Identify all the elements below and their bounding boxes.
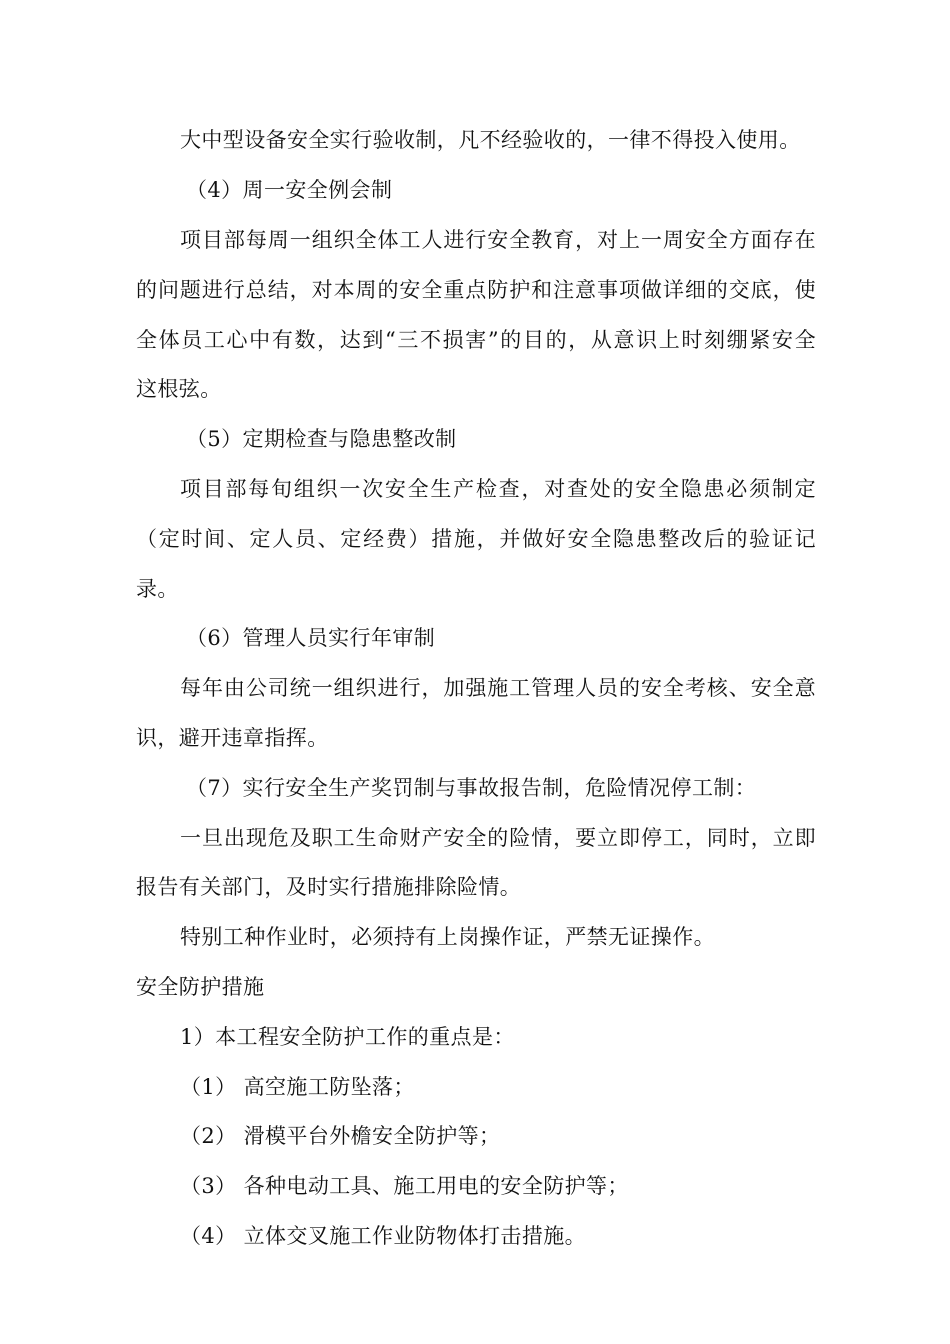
paragraph-line: （定时间、定人员、定经费）措施，并做好安全隐患整改后的验证记 (136, 527, 816, 551)
paragraph-line: 报告有关部门，及时实行措施排除险情。 (136, 875, 522, 899)
list-item: （2） 滑模平台外檐安全防护等； (180, 1124, 501, 1148)
paragraph-line: 大中型设备安全实行验收制，凡不经验收的，一律不得投入使用。 (180, 128, 801, 152)
section-title: 安全防护措施 (136, 975, 265, 999)
paragraph-line: 全体员工心中有数，达到“三不损害”的目的，从意识上时刻绷紧安全 (136, 328, 816, 352)
list-item: （3） 各种电动工具、施工用电的安全防护等； (180, 1174, 629, 1198)
paragraph-line: 识，避开违章指挥。 (136, 726, 329, 750)
paragraph-line: 录。 (136, 577, 179, 601)
list-intro: 1）本工程安全防护工作的重点是： (180, 1025, 515, 1049)
paragraph-line: 特别工种作业时，必须持有上岗操作证，严禁无证操作。 (180, 925, 715, 949)
paragraph-line: 每年由公司统一组织进行，加强施工管理人员的安全考核、安全意 (180, 676, 816, 700)
list-item: （4） 立体交叉施工作业防物体打击措施。 (180, 1224, 587, 1248)
section-heading: （4）周一安全例会制 (186, 178, 393, 202)
section-heading: （5）定期检查与隐患整改制 (186, 427, 457, 451)
paragraph-line: 项目部每旬组织一次安全生产检查，对查处的安全隐患必须制定 (180, 477, 816, 501)
paragraph-line: 这根弦。 (136, 377, 222, 401)
section-heading: （6）管理人员实行年审制 (186, 626, 436, 650)
paragraph-line: 项目部每周一组织全体工人进行安全教育，对上一周安全方面存在 (180, 228, 816, 252)
paragraph-line: 的问题进行总结，对本周的安全重点防护和注意事项做详细的交底，使 (136, 278, 816, 302)
paragraph-line: 一旦出现危及职工生命财产安全的险情，要立即停工，同时，立即 (180, 826, 816, 850)
list-item: （1） 高空施工防坠落； (180, 1075, 415, 1099)
section-heading: （7）实行安全生产奖罚制与事故报告制，危险情况停工制： (186, 776, 757, 800)
